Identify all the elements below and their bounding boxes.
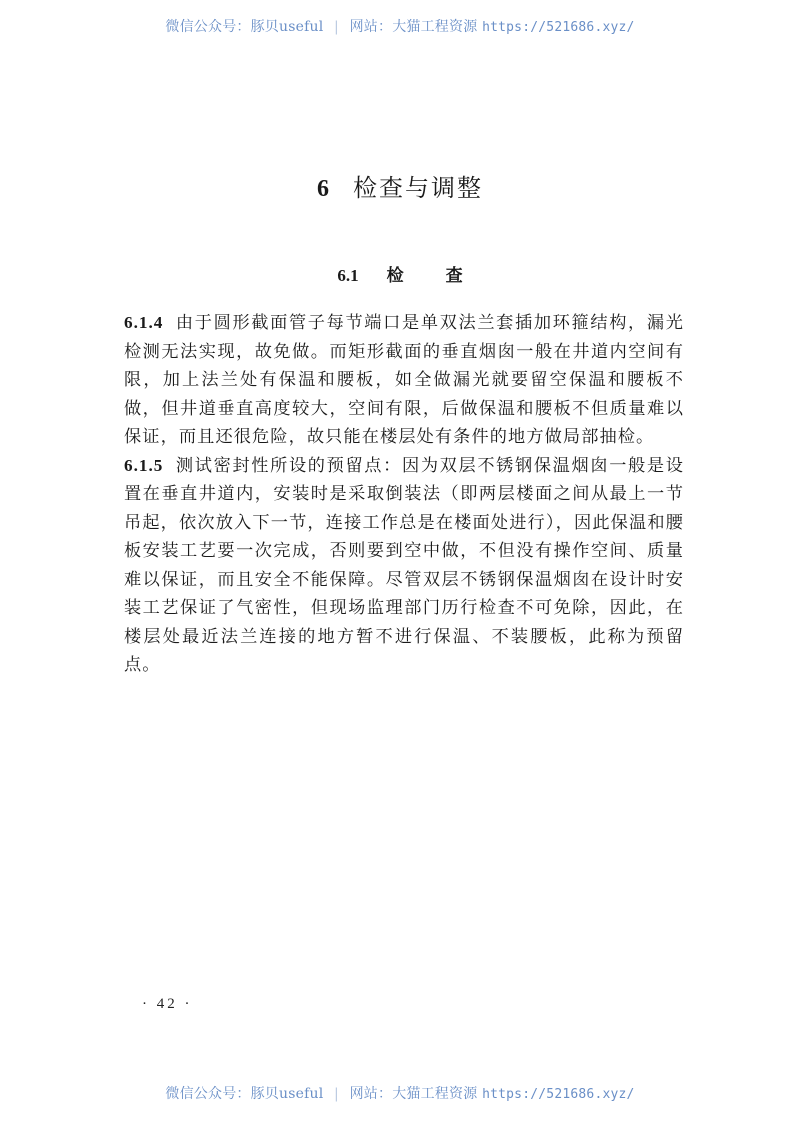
clause-text: 测试密封性所设的预留点：因为双层不锈钢保温烟囱一般是设置在垂直井道内，安装时是采取倒装法（即两层楼面之间从最上一节吊起，依次放入下一节，连接工作总是在楼面处进行），因此保温和腰板安装工艺要一次完成，否则要到空中做，不但没有操作空间、质量难以保证，而且安全不能保障。尽管双层不锈钢保温烟囱在设计时安装工艺保证了气密性，但现场监理部门历行检查不可免除，因此，在楼层处最近法兰连接的地方暂不进行保温、不装腰板，此称为预留点。 — [124, 455, 684, 675]
clause-6-1-5 — [124, 452, 684, 680]
chapter-number: 6 — [317, 176, 331, 202]
clause-number: 6.1.5 — [124, 455, 164, 475]
section-title — [0, 261, 800, 286]
watermark-wechat: 微信公众号：豚贝useful — [165, 19, 324, 35]
watermark-site-label: 网站：大猫工程资源 — [349, 1086, 478, 1102]
body-text — [124, 309, 684, 680]
section-title-char-2: 查 — [445, 266, 463, 286]
watermark-separator: | — [334, 1086, 339, 1102]
chapter-title-text: 检查与调整 — [353, 174, 483, 202]
watermark-separator: | — [334, 19, 339, 35]
watermark-url[interactable]: https://521686.xyz/ — [482, 1087, 635, 1102]
clause-text: 由于圆形截面管子每节端口是单双法兰套插加环箍结构，漏光检测无法实现，故免做。而矩形截面的垂直烟囱一般在井道内空间有限，加上法兰处有保温和腰板，如全做漏光就要留空保温和腰板不做，但井道垂直高度较大，空间有限，后做保温和腰板不但质量难以保证，而且还很危险，故只能在楼层处有条件的地方做局部抽检。 — [124, 313, 684, 447]
clause-6-1-4 — [124, 309, 684, 452]
section-title-char-1: 检 — [386, 266, 404, 286]
chapter-title — [0, 168, 800, 203]
watermark-wechat: 微信公众号：豚贝useful — [165, 1086, 324, 1102]
section-number: 6.1 — [337, 266, 359, 285]
watermark-url[interactable]: https://521686.xyz/ — [482, 20, 635, 35]
watermark-site-label: 网站：大猫工程资源 — [349, 19, 478, 35]
page-number: · 42 · — [142, 996, 193, 1012]
clause-number: 6.1.4 — [124, 313, 164, 332]
watermark-footer — [0, 1083, 800, 1103]
watermark-header — [0, 16, 800, 36]
